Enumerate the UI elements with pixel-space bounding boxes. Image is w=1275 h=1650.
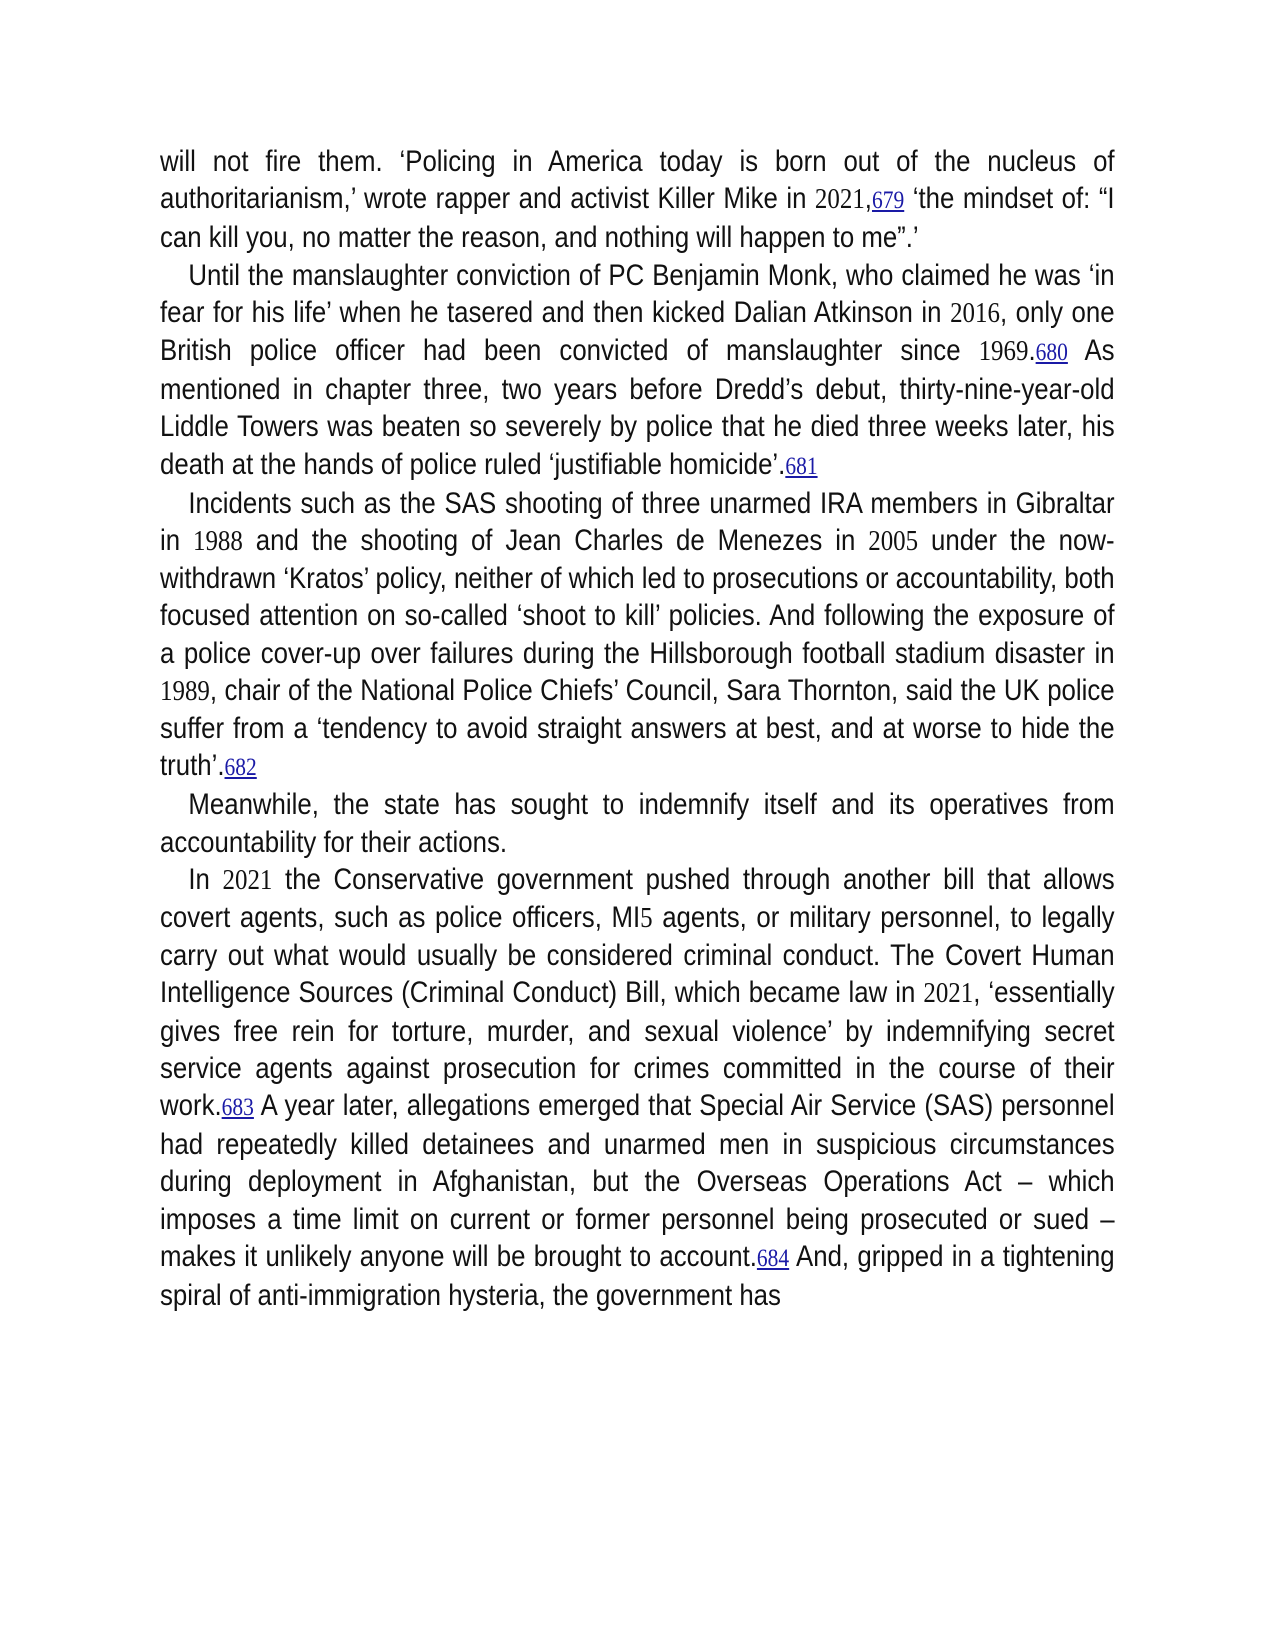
footnote-link[interactable]: 683 bbox=[221, 1094, 254, 1122]
numeral: 1988 bbox=[192, 525, 243, 558]
text-run: under the now-withdrawn ‘Kratos’ policy, neither of which led to prosecutions or accountability, both focused attention on so-called ‘shoot to kill’ policies. And following the exposure of a police cover-up over failures during the Hillsborough football stadium disaster in bbox=[160, 524, 1115, 670]
text-run: , ‘essentially gives free rein for torture, murder, and sexual violence’ by indemnifying secret service agents against prosecution for crimes committed in the course of their work. bbox=[160, 976, 1115, 1123]
footnote-link[interactable]: 682 bbox=[224, 754, 257, 782]
text-run: A year later, allegations emerged that Special Air Service (SAS) personnel had repeatedly killed detainees and unarmed men in suspicious circumstances during deployment in Afghanistan, but the Overseas Operations Act – which imposes a time limit on current or former personnel being prosecuted or sued – makes it unlikely anyone will be brought to account. bbox=[160, 1089, 1115, 1273]
text-run: As mentioned in chapter three, two years before Dredd’s debut, thirty-nine-year-old Liddle Towers was beaten so severely by police that he died three weeks later, his death at the hands of police ruled ‘justifiable homicide’. bbox=[160, 334, 1115, 481]
text-run: and the shooting of Jean Charles de Menezes in bbox=[242, 524, 869, 558]
numeral: 1989 bbox=[160, 674, 210, 707]
text-run: In bbox=[188, 862, 223, 896]
numeral: 2021 bbox=[222, 863, 273, 896]
paragraph bbox=[160, 143, 1115, 257]
text-run: agents, or military personnel, to legally carry out what would usually be considered criminal conduct. The Covert Human Intelligence Sources (Criminal Conduct) Bill, which became law in bbox=[160, 901, 1115, 1010]
footnote-link[interactable]: 680 bbox=[1035, 339, 1068, 367]
text-run: And, gripped in a tightening spiral of anti-immigration hysteria, the government has bbox=[160, 1239, 1115, 1313]
text-run: Until the manslaughter conviction of PC Benjamin Monk, who claimed he was ‘in fear for his life’ when he tasered and then kicked Dalian Atkinson in bbox=[160, 258, 1115, 329]
text-run: , bbox=[864, 182, 872, 216]
numeral: 1969 bbox=[978, 335, 1029, 368]
body-text bbox=[160, 143, 1115, 1314]
paragraph bbox=[160, 257, 1115, 485]
text-run: , chair of the National Police Chiefs’ Council, Sara Thornton, said the UK police suffer from a ‘tendency to avoid straight answers at best, and at worse to hide the truth’. bbox=[160, 673, 1115, 783]
paragraph bbox=[160, 786, 1115, 860]
numeral: 2016 bbox=[950, 296, 1000, 329]
paragraph bbox=[160, 485, 1115, 787]
footnote-link[interactable]: 681 bbox=[785, 452, 818, 480]
numeral: 2021 bbox=[923, 977, 974, 1010]
paragraph bbox=[160, 861, 1115, 1314]
text-run: Meanwhile, the state has sought to indemnify itself and its operatives from accountability for their actions. bbox=[160, 788, 1115, 859]
numeral: 2005 bbox=[868, 525, 919, 558]
footnote-link[interactable]: 684 bbox=[756, 1244, 790, 1272]
text-run: the Conservative government pushed through another bill that allows covert agents, such as police officers, MI bbox=[160, 862, 1115, 935]
numeral: 2021 bbox=[814, 183, 865, 216]
text-run: . bbox=[1028, 334, 1036, 368]
text-run: ‘the mindset of: “I can kill you, no matter the reason, and nothing will happen to me”.’ bbox=[160, 182, 1115, 255]
numeral: 5 bbox=[640, 902, 653, 935]
footnote-link[interactable]: 679 bbox=[871, 187, 905, 215]
text-run: , only one British police officer had been convicted of manslaughter since bbox=[160, 295, 1115, 368]
text-run: will not fire them. ‘Policing in America today is born out of the nucleus of authoritarianism,’ wrote rapper and activist Killer Mike in bbox=[160, 145, 1115, 216]
text-run: Incidents such as the SAS shooting of three unarmed IRA members in Gibraltar in bbox=[160, 486, 1115, 558]
